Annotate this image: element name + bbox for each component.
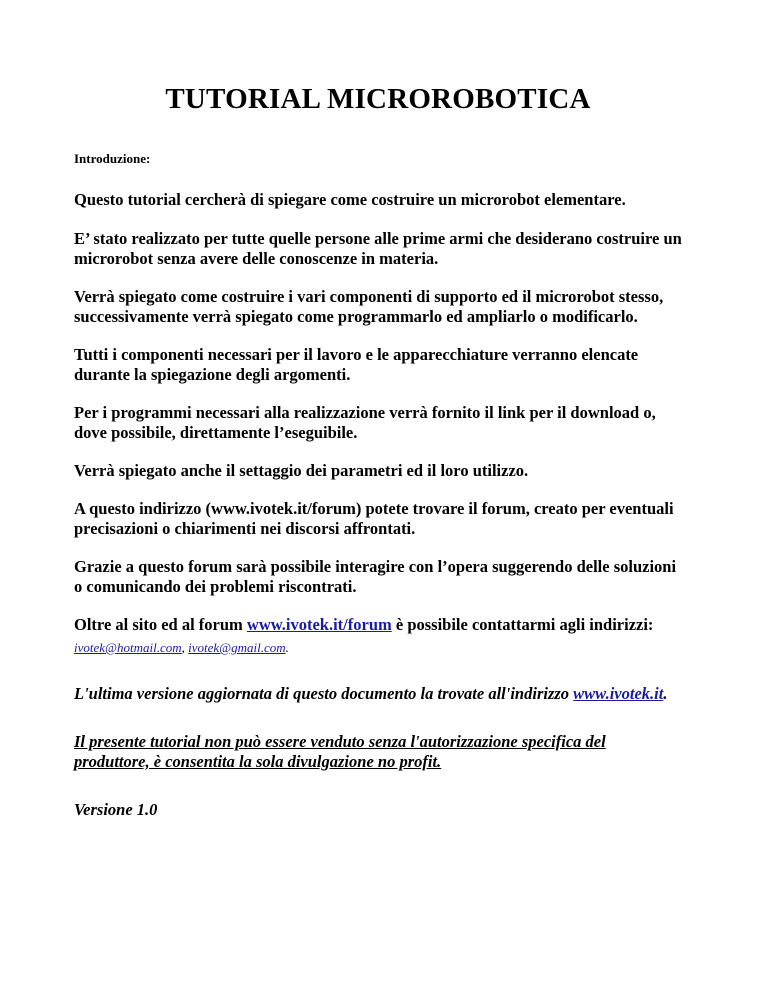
- paragraph-components: Tutti i componenti necessari per il lavoro e le apparecchiature verranno elencate durante la spiegazione degli argomenti.: [74, 345, 639, 384]
- forum-link[interactable]: www.ivotek.it/forum: [246, 615, 392, 634]
- email-list: [74, 640, 682, 656]
- email-link-hotmail[interactable]: ivotek@hotmail.com: [74, 640, 182, 655]
- paragraph-forum-interaction: Grazie a questo forum sarà possibile interagire con l’opera suggerendo delle soluzioni o comunicando dei problemi riscontrati.: [74, 557, 677, 596]
- paragraph-audience: E’ stato realizzato per tutte quelle persone alle prime armi che desiderano costruire un microrobot senza avere delle conoscenze in materia.: [74, 229, 682, 268]
- intro-label: Introduzione:: [74, 151, 151, 166]
- paragraph-purpose: Questo tutorial cercherà di spiegare come costruire un microrobot elementare.: [74, 190, 626, 209]
- website-link[interactable]: www.ivotek.it: [573, 684, 664, 703]
- latest-version-note: [74, 684, 682, 704]
- paragraph-forum-address: A questo indirizzo (www.ivotek.it/forum) potete trovare il forum, creato per eventuali precisazioni o chiarimenti nei discorsi affrontati.: [74, 499, 674, 538]
- paragraph-settings: Verrà spiegato anche il settaggio dei parametri ed il loro utilizzo.: [74, 461, 529, 480]
- version-label: Versione 1.0: [74, 800, 158, 819]
- email-link-gmail[interactable]: ivotek@gmail.com: [188, 640, 286, 655]
- document-title: TUTORIAL MICROROBOTICA: [165, 83, 591, 115]
- paragraph-contact: [74, 615, 682, 635]
- latest-version-text: L'ultima versione aggiornata di questo documento la trovate all'indirizzo: [74, 684, 574, 703]
- latest-version-end: .: [663, 684, 668, 703]
- email-separator: ,: [181, 640, 189, 655]
- email-end: .: [285, 640, 289, 655]
- paragraph-contents: Verrà spiegato come costruire i vari componenti di supporto ed il microrobot stesso, successivamente verrà spiegato come programmarlo ed ampliarlo o modificarlo.: [74, 287, 664, 326]
- contact-text-after: è possibile contattarmi agli indirizzi:: [391, 615, 654, 634]
- contact-text-before: Oltre al sito ed al forum: [74, 615, 247, 634]
- paragraph-programs: Per i programmi necessari alla realizzazione verrà fornito il link per il download o, dove possibile, direttamente l’eseguibile.: [74, 403, 656, 442]
- license-notice: Il presente tutorial non può essere venduto senza l'autorizzazione specifica del produttore, è consentita la sola divulgazione no profit.: [74, 732, 606, 771]
